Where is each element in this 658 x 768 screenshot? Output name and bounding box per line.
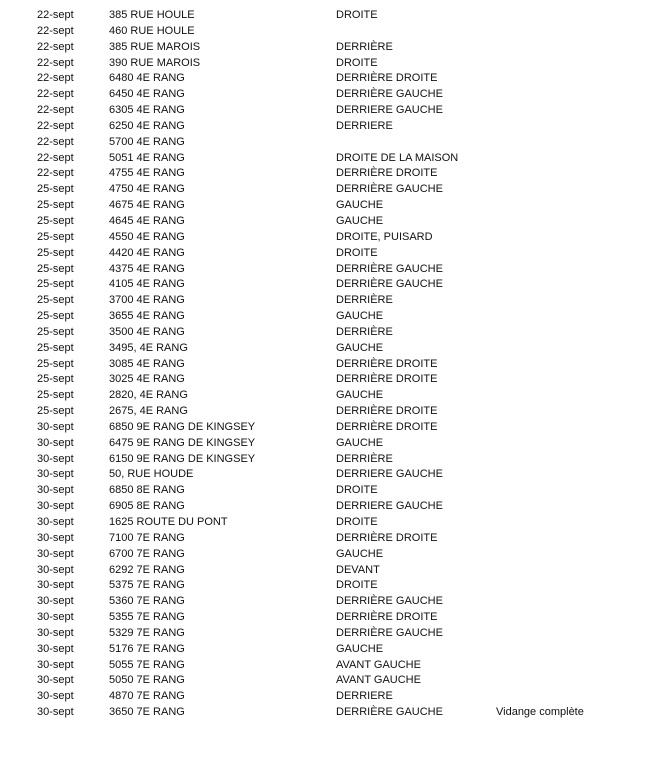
address-cell: 6305 4E RANG (109, 104, 185, 117)
date-cell: 25-sept (37, 310, 74, 323)
table-row (0, 246, 658, 262)
date-cell: 30-sept (37, 658, 74, 671)
date-cell: 22-sept (37, 119, 74, 132)
table-row (0, 151, 658, 167)
address-cell: 2675, 4E RANG (109, 405, 188, 418)
position-cell: DERRIÈRE DROITE (336, 420, 438, 433)
table-row (0, 673, 658, 689)
address-cell: 7100 7E RANG (109, 531, 185, 544)
table-row (0, 467, 658, 483)
table-row (0, 515, 658, 531)
table-row (0, 56, 658, 72)
table-row (0, 372, 658, 388)
address-cell: 3650 7E RANG (109, 706, 185, 719)
position-cell: GAUCHE (336, 199, 384, 212)
table-row (0, 24, 658, 40)
position-cell: DROITE, PUISARD (336, 230, 433, 243)
table-row (0, 388, 658, 404)
table-row (0, 262, 658, 278)
table-row (0, 642, 658, 658)
table-row (0, 357, 658, 373)
table-row (0, 420, 658, 436)
table-row (0, 658, 658, 674)
address-cell: 3085 4E RANG (109, 357, 185, 370)
address-cell: 50, RUE HOUDE (109, 468, 194, 481)
address-cell: 4105 4E RANG (109, 278, 185, 291)
date-cell: 25-sept (37, 357, 74, 370)
address-cell: 5375 7E RANG (109, 579, 185, 592)
date-cell: 30-sept (37, 642, 74, 655)
address-cell: 6450 4E RANG (109, 88, 185, 101)
address-cell: 4550 4E RANG (109, 230, 185, 243)
date-cell: 25-sept (37, 262, 74, 275)
date-cell: 25-sept (37, 373, 74, 386)
date-cell: 30-sept (37, 500, 74, 513)
position-cell: GAUCHE (336, 214, 384, 227)
date-cell: 30-sept (37, 611, 74, 624)
address-cell: 5355 7E RANG (109, 611, 185, 624)
address-cell: 4645 4E RANG (109, 214, 185, 227)
table-row (0, 499, 658, 515)
address-cell: 5329 7E RANG (109, 626, 185, 639)
position-cell: DERRIÈRE DROITE (336, 357, 438, 370)
position-cell: DERRIÈRE GAUCHE (336, 183, 443, 196)
address-cell: 3495, 4E RANG (109, 341, 188, 354)
table-row (0, 40, 658, 56)
date-cell: 30-sept (37, 579, 74, 592)
date-cell: 30-sept (37, 452, 74, 465)
position-cell: GAUCHE (336, 436, 384, 449)
date-cell: 25-sept (37, 246, 74, 259)
position-cell: AVANT GAUCHE (336, 674, 421, 687)
date-cell: 22-sept (37, 135, 74, 148)
address-cell: 5055 7E RANG (109, 658, 185, 671)
position-cell: DROITE (336, 516, 378, 528)
position-cell: DERRIÈRE (336, 325, 393, 338)
address-cell: 3025 4E RANG (109, 373, 185, 386)
address-cell: 5700 4E RANG (109, 135, 185, 148)
address-cell: 5050 7E RANG (109, 674, 185, 687)
position-cell: DROITE (336, 9, 378, 21)
date-cell: 30-sept (37, 674, 74, 687)
date-cell: 30-sept (37, 484, 74, 497)
table-row (0, 119, 658, 135)
position-cell: DERRIÈRE GAUCHE (336, 626, 443, 639)
date-cell: 30-sept (37, 706, 74, 719)
date-cell: 30-sept (37, 468, 74, 481)
position-cell: DERRIÈRE DROITE (336, 72, 438, 85)
date-cell: 22-sept (37, 104, 74, 117)
table-row (0, 103, 658, 119)
table-row (0, 563, 658, 579)
table-row (0, 325, 658, 341)
date-cell: 30-sept (37, 516, 74, 528)
table-row (0, 166, 658, 182)
address-cell: 5360 7E RANG (109, 595, 185, 608)
position-cell: GAUCHE (336, 642, 384, 655)
table-row (0, 87, 658, 103)
date-cell: 22-sept (37, 72, 74, 85)
address-cell: 6905 8E RANG (109, 500, 185, 513)
date-cell: 25-sept (37, 214, 74, 227)
address-cell: 390 RUE MAROIS (109, 56, 201, 69)
position-cell: DERRIÈRE GAUCHE (336, 278, 443, 291)
date-cell: 30-sept (37, 563, 74, 576)
position-cell: GAUCHE (336, 389, 384, 402)
date-cell: 22-sept (37, 88, 74, 101)
table-row (0, 230, 658, 246)
position-cell: DROITE (336, 246, 378, 259)
date-cell: 22-sept (37, 40, 74, 53)
address-cell: 5051 4E RANG (109, 151, 185, 164)
address-cell: 3655 4E RANG (109, 310, 185, 323)
address-cell: 3500 4E RANG (109, 325, 185, 338)
table-row (0, 404, 658, 420)
address-cell: 6850 9E RANG DE KINGSEY (109, 420, 256, 433)
position-cell: DERRIÈRE DROITE (336, 611, 438, 624)
position-cell: DERRIÈRE GAUCHE (336, 88, 443, 101)
table-row (0, 8, 658, 24)
date-cell: 25-sept (37, 199, 74, 212)
address-cell: 6850 8E RANG (109, 484, 185, 497)
position-cell: DERRIÈRE GAUCHE (336, 262, 443, 275)
table-row (0, 135, 658, 151)
position-cell: DERRIÈRE (336, 452, 393, 465)
table-row (0, 483, 658, 499)
position-cell: DROITE DE LA MAISON (336, 151, 459, 164)
position-cell: DERRIERE GAUCHE (336, 468, 443, 481)
address-cell: 4420 4E RANG (109, 246, 185, 259)
table-row (0, 594, 658, 610)
table-row (0, 547, 658, 563)
date-cell: 25-sept (37, 183, 74, 196)
position-cell: DEVANT (336, 563, 380, 576)
date-cell: 30-sept (37, 547, 74, 560)
address-cell: 6250 4E RANG (109, 119, 185, 132)
date-cell: 25-sept (37, 341, 74, 354)
address-cell: 460 RUE HOULE (109, 24, 195, 37)
date-cell: 25-sept (37, 389, 74, 402)
date-cell: 22-sept (37, 9, 74, 21)
table-row (0, 689, 658, 705)
table-row (0, 293, 658, 309)
date-cell: 22-sept (37, 151, 74, 164)
date-cell: 30-sept (37, 436, 74, 449)
position-cell: DERRIÈRE GAUCHE (336, 706, 443, 719)
address-cell: 4750 4E RANG (109, 183, 185, 196)
date-cell: 25-sept (37, 230, 74, 243)
table-row (0, 71, 658, 87)
position-cell: DERRIERE GAUCHE (336, 500, 443, 513)
date-cell: 25-sept (37, 294, 74, 307)
address-cell: 385 RUE HOULE (109, 9, 195, 21)
address-cell: 6480 4E RANG (109, 72, 185, 85)
date-cell: 30-sept (37, 626, 74, 639)
table-row (0, 452, 658, 468)
date-cell: 30-sept (37, 595, 74, 608)
address-cell: 6700 7E RANG (109, 547, 185, 560)
position-cell: DERRIÈRE (336, 294, 393, 307)
address-cell: 385 RUE MAROIS (109, 40, 201, 53)
position-cell: DROITE (336, 484, 378, 497)
address-cell: 4870 7E RANG (109, 690, 185, 703)
date-cell: 25-sept (37, 278, 74, 291)
position-cell: DERRIÈRE DROITE (336, 531, 438, 544)
address-cell: 1625 ROUTE DU PONT (109, 516, 228, 528)
position-cell: DERRIÈRE GAUCHE (336, 595, 443, 608)
address-cell: 6292 7E RANG (109, 563, 185, 576)
position-cell: GAUCHE (336, 547, 384, 560)
address-cell: 4375 4E RANG (109, 262, 185, 275)
position-cell: DERRIERE GAUCHE (336, 104, 443, 117)
table-row (0, 705, 658, 721)
position-cell: DERRIERE (336, 690, 393, 703)
address-cell: 6150 9E RANG DE KINGSEY (109, 452, 256, 465)
table-row (0, 531, 658, 547)
date-cell: 22-sept (37, 167, 74, 180)
position-cell: DERRIÈRE (336, 40, 393, 53)
note-cell: Vidange complète (496, 706, 584, 719)
date-cell: 25-sept (37, 325, 74, 338)
date-cell: 25-sept (37, 405, 74, 418)
date-cell: 22-sept (37, 56, 74, 69)
table-row (0, 277, 658, 293)
table-row (0, 309, 658, 325)
address-cell: 6475 9E RANG DE KINGSEY (109, 436, 256, 449)
address-cell: 5176 7E RANG (109, 642, 185, 655)
date-cell: 30-sept (37, 420, 74, 433)
table-row (0, 214, 658, 230)
position-cell: DERRIÈRE DROITE (336, 373, 438, 386)
position-cell: DROITE (336, 56, 378, 69)
position-cell: DERRIERE (336, 119, 393, 132)
table-row (0, 182, 658, 198)
address-cell: 2820, 4E RANG (109, 389, 188, 402)
address-cell: 3700 4E RANG (109, 294, 185, 307)
table-row (0, 626, 658, 642)
position-cell: DROITE (336, 579, 378, 592)
date-cell: 30-sept (37, 690, 74, 703)
table-row (0, 436, 658, 452)
position-cell: GAUCHE (336, 310, 384, 323)
data-table (0, 8, 658, 721)
address-cell: 4675 4E RANG (109, 199, 185, 212)
table-row (0, 578, 658, 594)
position-cell: DERRIÈRE DROITE (336, 405, 438, 418)
table-row (0, 610, 658, 626)
date-cell: 30-sept (37, 531, 74, 544)
position-cell: GAUCHE (336, 341, 384, 354)
date-cell: 22-sept (37, 24, 74, 37)
address-cell: 4755 4E RANG (109, 167, 185, 180)
position-cell: DERRIÈRE DROITE (336, 167, 438, 180)
table-row (0, 198, 658, 214)
table-row (0, 341, 658, 357)
position-cell: AVANT GAUCHE (336, 658, 421, 671)
